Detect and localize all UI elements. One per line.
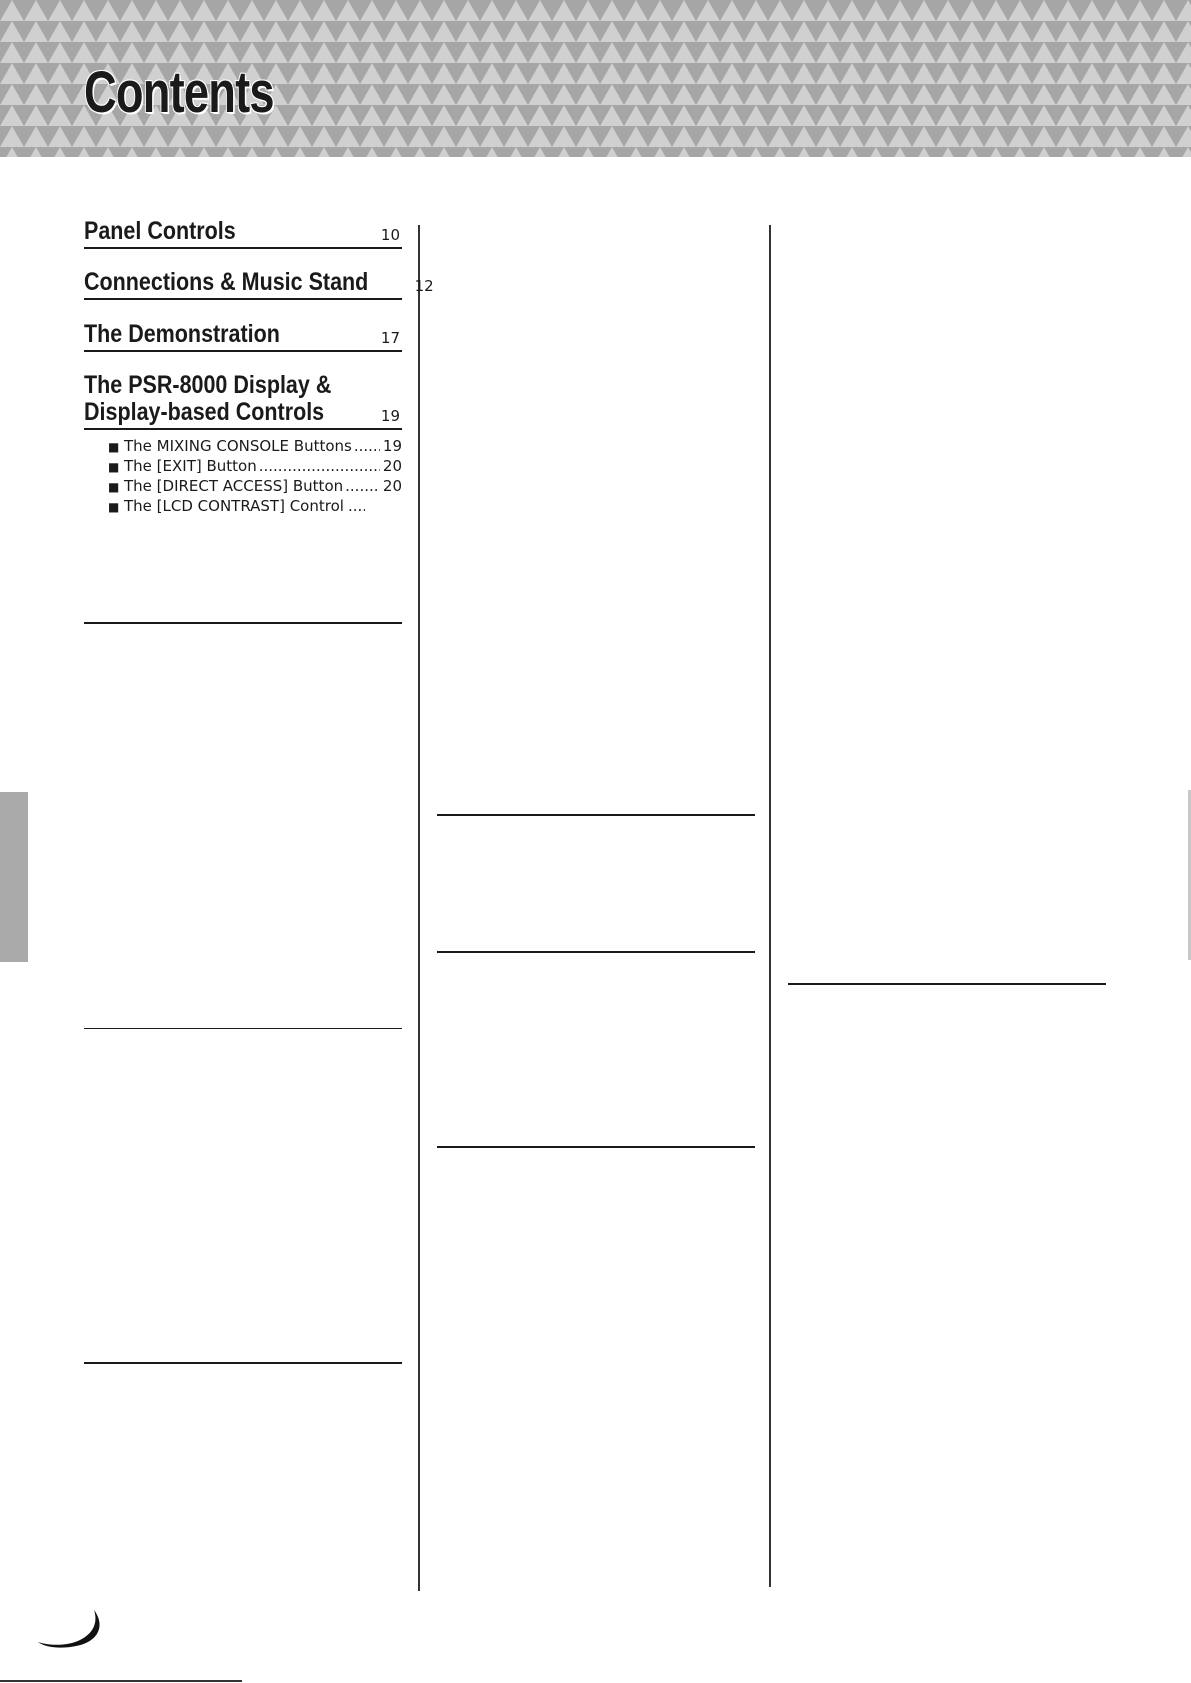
square-bullet-icon: ■ (108, 460, 120, 474)
section-rule (788, 983, 1106, 985)
square-bullet-icon: ■ (108, 500, 120, 514)
subentry-item[interactable] (108, 496, 368, 516)
section-page-number: 10 (380, 226, 400, 244)
subentry-list (108, 436, 402, 516)
column-divider-1 (418, 225, 420, 1591)
dot-leader (354, 436, 380, 456)
page-title: Contents (84, 60, 274, 125)
subentry-page-number: 20 (382, 457, 402, 475)
subentry-item[interactable] (108, 456, 402, 476)
square-bullet-icon: ■ (108, 480, 120, 494)
subentry-label: The [EXIT] Button (124, 457, 257, 475)
subentry-label: The [LCD CONTRAST] Control (124, 497, 344, 515)
section-rule (84, 1362, 402, 1364)
subentry-page-number: 20 (382, 477, 402, 495)
section-page-number: 19 (380, 407, 400, 425)
dot-leader (259, 456, 380, 476)
section-page-number: 12 (414, 277, 434, 295)
toc-section-demonstration[interactable] (84, 321, 402, 352)
section-rule (84, 622, 402, 624)
column-divider-2 (769, 225, 771, 1587)
section-page-number: 17 (380, 329, 400, 347)
subentry-page-number: 19 (382, 437, 402, 455)
square-bullet-icon: ■ (108, 440, 120, 454)
section-title: The Demonstration (84, 320, 280, 348)
section-rule (84, 1028, 402, 1029)
subentry-label: The [DIRECT ACCESS] Button (124, 477, 344, 495)
toc-section-connections[interactable] (84, 268, 434, 300)
page-corner-swoosh-icon (36, 1608, 106, 1654)
subentry-item[interactable] (108, 436, 402, 456)
section-title: Panel Controls (84, 217, 236, 245)
footer-rule (0, 1680, 242, 1682)
toc-section-panel-controls[interactable] (84, 218, 402, 249)
section-rule (437, 951, 755, 953)
dot-leader (345, 476, 380, 496)
section-title: Connections & Music Stand (84, 268, 369, 296)
subentry-item[interactable] (108, 476, 402, 496)
section-rule (437, 1146, 755, 1148)
side-tab (0, 792, 28, 962)
subentry-label: The MIXING CONSOLE Buttons (124, 437, 352, 455)
dot-leader (348, 496, 365, 516)
header-band (0, 0, 1191, 157)
toc-section-display[interactable] (84, 372, 402, 430)
section-title: The PSR-8000 Display & Display-based Controls (84, 371, 332, 426)
section-rule (437, 814, 755, 816)
